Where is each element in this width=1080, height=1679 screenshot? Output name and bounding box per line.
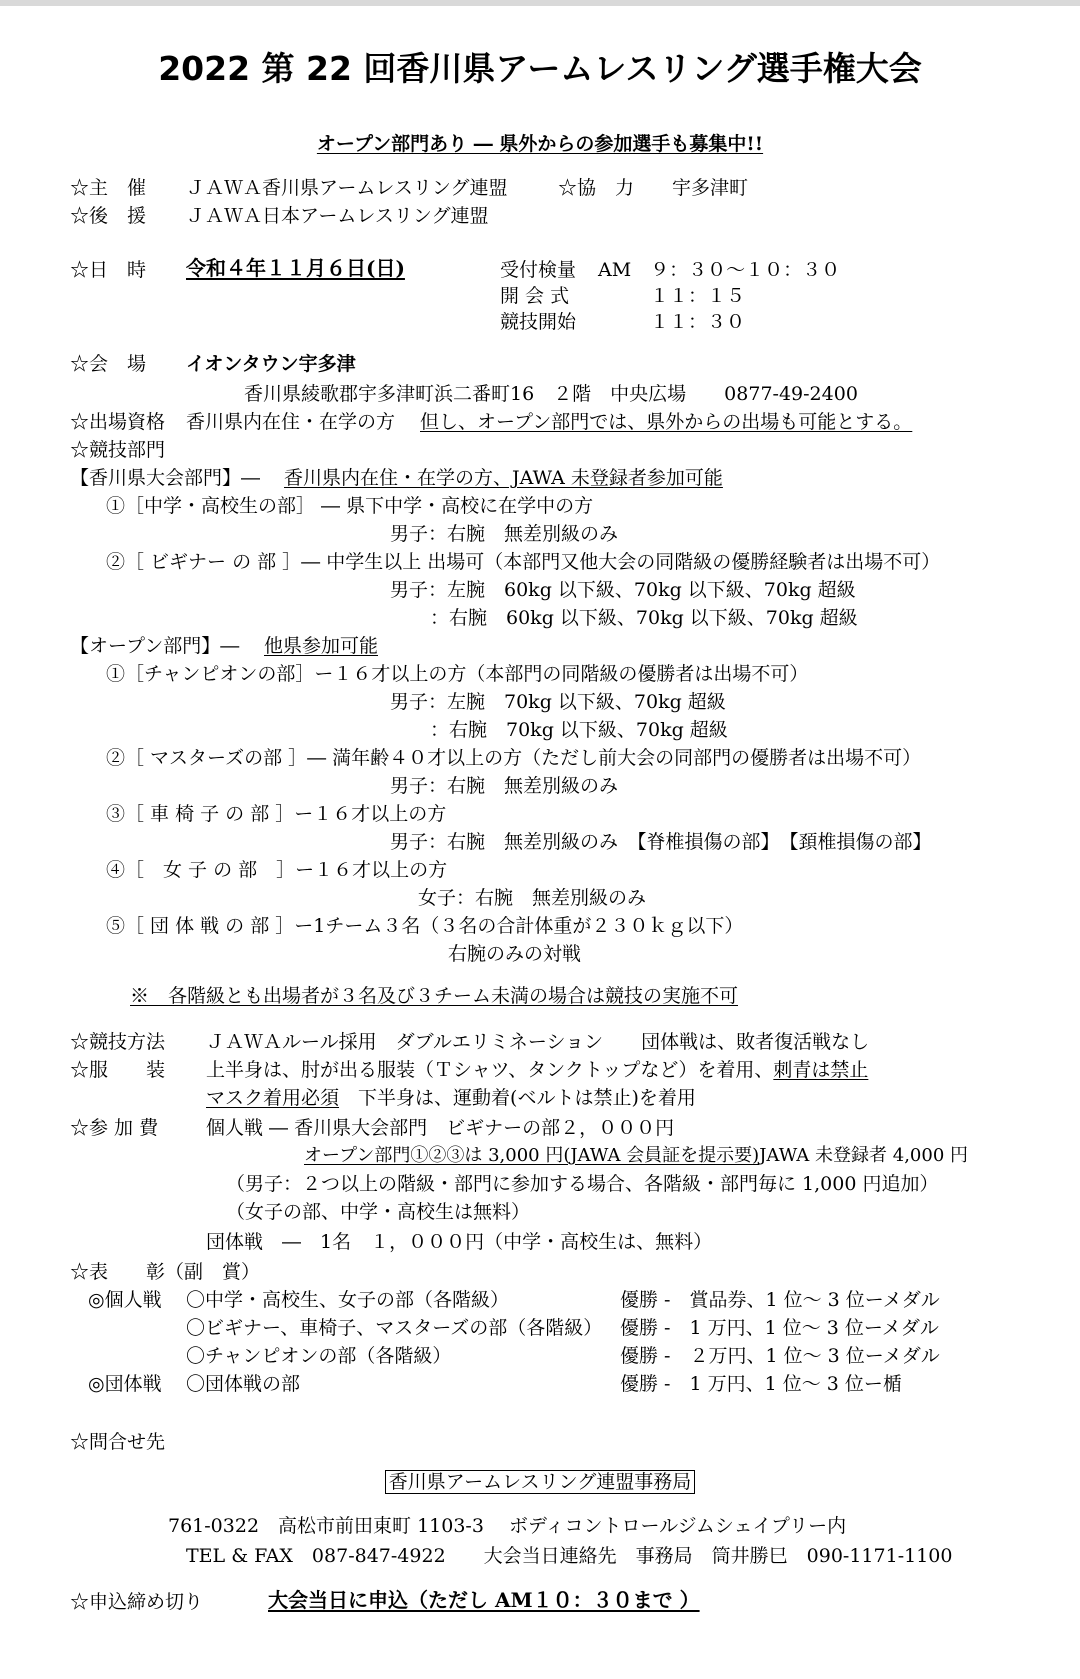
sponsor-label: ☆後 援 [70, 205, 147, 227]
venue-address: 香川県綾歌郡宇多津町浜二番町16 ２階 中央広場 0877-49-2400 [244, 383, 858, 405]
fee-line4: （女子の部、中学・高校生は無料） [226, 1201, 531, 1223]
attire-text [206, 1058, 868, 1082]
cooperation-label: ☆協 力 [558, 177, 635, 199]
contact-phone: TEL & FAX 087-847-4922 大会当日連絡先 事務局 筒井勝巳 090-1171-1100 [186, 1545, 953, 1567]
eligibility-value: 香川県内在住・在学の方 [186, 411, 396, 433]
division-item: ②［ マスターズの部 ］― 満年齢４０才以上の方（ただし前大会の同部門の優勝者は出場不可） [106, 747, 922, 769]
schedule-time: １１：１５ [650, 285, 746, 307]
contact-office: 香川県アームレスリング連盟事務局 [385, 1470, 695, 1494]
division-item: ①［中学・高校生の部］ ― 県下中学・高校に在学中の方 [106, 495, 594, 517]
venue-name: イオンタウン宇多津 [186, 353, 356, 375]
division-class: ：右腕 60kg 以下級、70kg 以下級、70kg 超級 [430, 607, 858, 629]
award-division: 〇チャンピオンの部（各階級） [186, 1345, 452, 1367]
award-division: 〇中学・高校生、女子の部（各階級） [186, 1289, 510, 1311]
contact-address: 761-0322 高松市前田東町 1103-3 ボディコントロールジムシェイプリー内 [168, 1515, 847, 1537]
fee-unregistered: JAWA 未登録者 4,000 円 [759, 1145, 969, 1166]
fee-open: オープン部門①②③は 3,000 円(JAWA 会員証を提示要) [304, 1145, 760, 1166]
contact-label: ☆問合せ先 [70, 1431, 166, 1453]
eligibility-label: ☆出場資格 [70, 411, 166, 433]
team-label: ◎団体戦 [88, 1373, 162, 1395]
schedule-time: １１：３０ [650, 311, 746, 333]
division-class: 男子：左腕 70kg 以下級、70kg 超級 [390, 691, 726, 713]
fee-label: ☆参 加 費 [70, 1117, 159, 1139]
division-class: 男子：右腕 無差別級のみ 【脊椎損傷の部】 【頚椎損傷の部】 [390, 831, 932, 853]
open-division-header: 【オープン部門】― [70, 635, 240, 657]
award-division: 〇団体戦の部 [186, 1373, 301, 1395]
eligibility-note: 但し、オープン部門では、県外からの出場も可能とする。 [420, 411, 913, 433]
datetime-label: ☆日 時 [70, 259, 147, 281]
mask-rule: マスク着用必須 [206, 1087, 340, 1109]
award-prize: 優勝 - ２万円、1 位～ 3 位ーメダル [620, 1345, 940, 1367]
division-class: ：右腕 70kg 以下級、70kg 超級 [430, 719, 728, 741]
award-division: 〇ビギナー、車椅子、マスターズの部（各階級） [186, 1317, 603, 1339]
fee-line3: （男子：２つ以上の階級・部門に参加する場合、各階級・部門毎に 1,000 円追加） [226, 1173, 939, 1195]
schedule-label: 受付検量 [500, 259, 577, 281]
caution-note: ※ 各階級とも出場者が３名及び３チーム未満の場合は競技の実施不可 [130, 985, 739, 1007]
attire-line2: 下半身は、運動着(ベルトは禁止)を着用 [358, 1087, 696, 1109]
division-class: 男子：右腕 無差別級のみ [390, 523, 619, 545]
venue-label: ☆会 場 [70, 353, 147, 375]
event-date: 令和４年１１月６日(日) [186, 256, 405, 280]
division-item: ④［ 女 子 の 部 ］ー１６才以上の方 [106, 859, 448, 881]
method-value: ＪＡＷＡルール採用 ダブルエリミネーション 団体戦は、敗者復活戦なし [206, 1031, 870, 1053]
subtitle: オープン部門あり ― 県外からの参加選手も募集中!! [316, 133, 764, 155]
award-prize: 優勝 - 賞品券、1 位～ 3 位ーメダル [620, 1289, 940, 1311]
deadline-value: 大会当日に申込（ただし AM１０：３０まで ） [268, 1588, 700, 1612]
cooperation-value: 宇多津町 [672, 177, 749, 199]
top-border [0, 0, 1080, 6]
sponsor-value: ＪＡＷＡ日本アームレスリング連盟 [186, 205, 489, 227]
division-item: ⑤［ 団 体 戦 の 部 ］ー1チーム３名（３名の合計体重が２３０ｋｇ以下） [106, 915, 744, 937]
division-class: 男子：左腕 60kg 以下級、70kg 以下級、70kg 超級 [390, 579, 856, 601]
schedule-time: AM ９：３０～１０：３０ [598, 259, 841, 281]
award-prize: 優勝 - 1 万円、1 位～ 3 位ー楯 [620, 1373, 902, 1395]
schedule-label: 開 会 式 [500, 285, 570, 307]
organizer-value: ＪＡＷＡ香川県アームレスリング連盟 [186, 177, 508, 199]
divisions-label: ☆競技部門 [70, 439, 166, 461]
fee-line1: 個人戦 ― 香川県大会部門 ビギナーの部２，０００円 [206, 1117, 675, 1139]
division-item: ③［ 車 椅 子 の 部 ］ー１６才以上の方 [106, 803, 447, 825]
organizer-label: ☆主 催 [70, 177, 147, 199]
fee-line2 [304, 1144, 968, 1168]
attire-label: ☆服 装 [70, 1059, 166, 1081]
deadline-label: ☆申込締め切り [70, 1591, 204, 1613]
fee-line5: 団体戦 ― 1名 １，０００円（中学・高校生は、無料） [206, 1231, 713, 1253]
kagawa-division-note: 香川県内在住・在学の方、JAWA 未登録者参加可能 [284, 467, 723, 489]
division-item: ①［チャンピオンの部］ー１６才以上の方（本部門の同階級の優勝者は出場不可） [106, 663, 809, 685]
page-title: 2022 第 22 回香川県アームレスリング選手権大会 [158, 49, 922, 88]
division-class: 男子：右腕 無差別級のみ [390, 775, 619, 797]
attire-text2 [206, 1086, 696, 1110]
attire-line1: 上半身は、肘が出る服装（Ｔシャツ、タンクトップなど）を着用、 [206, 1059, 774, 1081]
tattoo-rule: 刺青は禁止 [773, 1059, 869, 1081]
division-item: ②［ ビギナー の 部 ］― 中学生以上 出場可（本部門又他大会の同階級の優勝経験者は出場不可） [106, 551, 941, 573]
open-division-note: 他県参加可能 [264, 635, 379, 657]
kagawa-division-header: 【香川県大会部門】― [70, 467, 261, 489]
contact-office-wrap [0, 1470, 1080, 1494]
method-label: ☆競技方法 [70, 1031, 166, 1053]
division-class: 女子：右腕 無差別級のみ [418, 887, 647, 909]
awards-label: ☆表 彰（副 賞） [70, 1261, 261, 1283]
individual-label: ◎個人戦 [88, 1289, 162, 1311]
schedule-label: 競技開始 [500, 311, 577, 333]
division-class: 右腕のみの対戦 [448, 943, 582, 965]
award-prize: 優勝 - 1 万円、1 位～ 3 位ーメダル [620, 1317, 939, 1339]
